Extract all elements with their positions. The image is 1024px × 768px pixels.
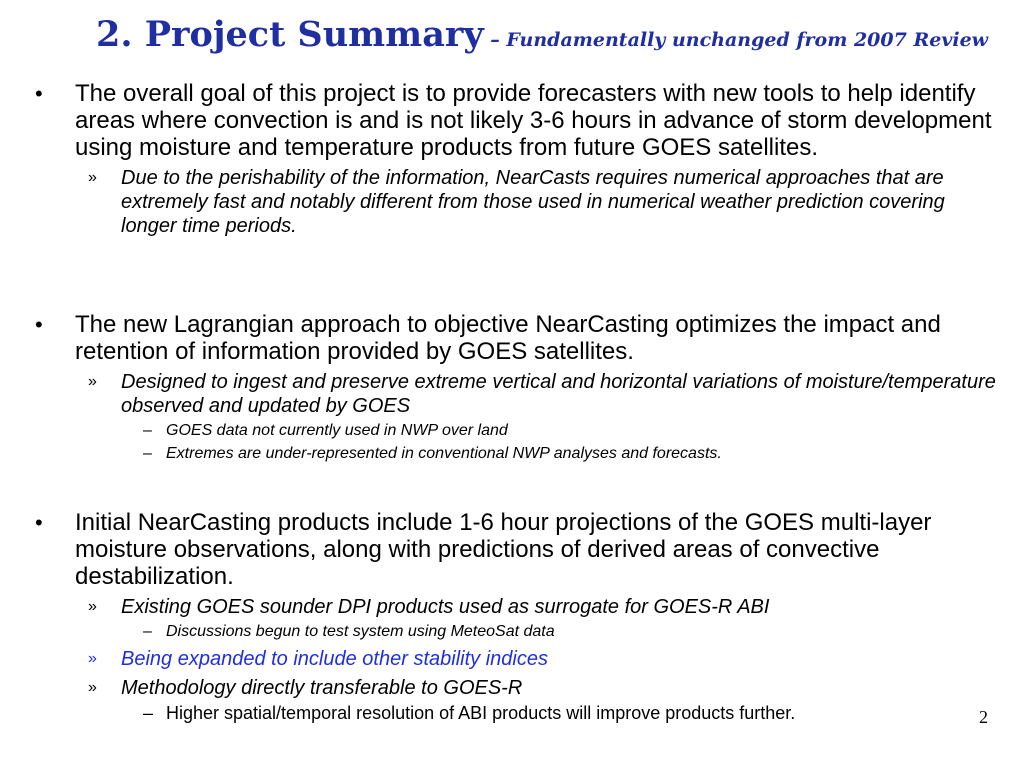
- chevron-bullet-icon: »: [88, 650, 97, 667]
- chevron-bullet-icon: »: [88, 598, 97, 615]
- chevron-bullet-icon: »: [88, 373, 97, 390]
- bullet-text: Higher spatial/temporal resolution of ABI products will improve products further.: [166, 703, 796, 723]
- bullet-level3: [143, 621, 996, 642]
- bullet-level3: [143, 702, 996, 724]
- bullet-text: The overall goal of this project is to provide forecasters with new tools to help identify areas where convection is and is not likely 3-6 hours in advance of storm development using moisture and temperature products from future GOES satellites.: [75, 80, 992, 161]
- title-subtitle: – Fundamentally unchanged from 2007 Review: [483, 29, 989, 51]
- bullet-text: Due to the perishability of the information, NearCasts requires numerical approaches that are extremely fast and notably different from those used in numerical weather prediction covering longer time periods.: [121, 167, 945, 237]
- section-lagrangian-approach: [0, 311, 1024, 464]
- dash-bullet-icon: –: [143, 445, 152, 462]
- bullet-level1: [35, 80, 1000, 161]
- bullet-text: Methodology directly transferable to GOES-R: [121, 677, 523, 699]
- slide-title: [96, 14, 996, 55]
- title-main: 2. Project Summary: [96, 14, 484, 55]
- bullet-level2-highlighted: [88, 647, 1001, 671]
- dash-bullet-icon: –: [143, 422, 152, 439]
- bullet-text: GOES data not currently used in NWP over land: [166, 422, 508, 439]
- bullet-level3: [143, 443, 996, 464]
- bullet-text: Being expanded to include other stability indices: [121, 648, 548, 670]
- bullet-dot-icon: •: [35, 312, 43, 337]
- bullet-level2: [88, 166, 1001, 238]
- bullet-dot-icon: •: [35, 510, 43, 535]
- section-overall-goal: [0, 80, 1024, 238]
- bullet-text: The new Lagrangian approach to objective NearCasting optimizes the impact and retention of information provided by GOES satellites.: [75, 311, 941, 365]
- bullet-level2: [88, 676, 1001, 700]
- bullet-level1: [35, 509, 1000, 590]
- dash-bullet-icon: –: [143, 623, 152, 640]
- bullet-level2: [88, 370, 1001, 418]
- bullet-text: Initial NearCasting products include 1-6 hour projections of the GOES multi-layer moisture observations, along with predictions of derived areas of convective destabilization.: [75, 509, 932, 590]
- bullet-text: Designed to ingest and preserve extreme vertical and horizontal variations of moisture/temperature observed and updated by GOES: [121, 371, 996, 417]
- chevron-bullet-icon: »: [88, 169, 97, 186]
- dash-bullet-icon: –: [143, 703, 154, 723]
- chevron-bullet-icon: »: [88, 679, 97, 696]
- bullet-level3: [143, 420, 996, 441]
- bullet-level1: [35, 311, 1000, 365]
- bullet-dot-icon: •: [35, 81, 43, 106]
- bullet-text: Discussions begun to test system using MeteoSat data: [166, 623, 555, 640]
- bullet-text: Existing GOES sounder DPI products used as surrogate for GOES-R ABI: [121, 596, 770, 618]
- page-number: 2: [979, 707, 988, 727]
- bullet-level2: [88, 595, 1001, 619]
- section-initial-products: [0, 509, 1024, 724]
- bullet-text: Extremes are under-represented in conventional NWP analyses and forecasts.: [166, 445, 722, 462]
